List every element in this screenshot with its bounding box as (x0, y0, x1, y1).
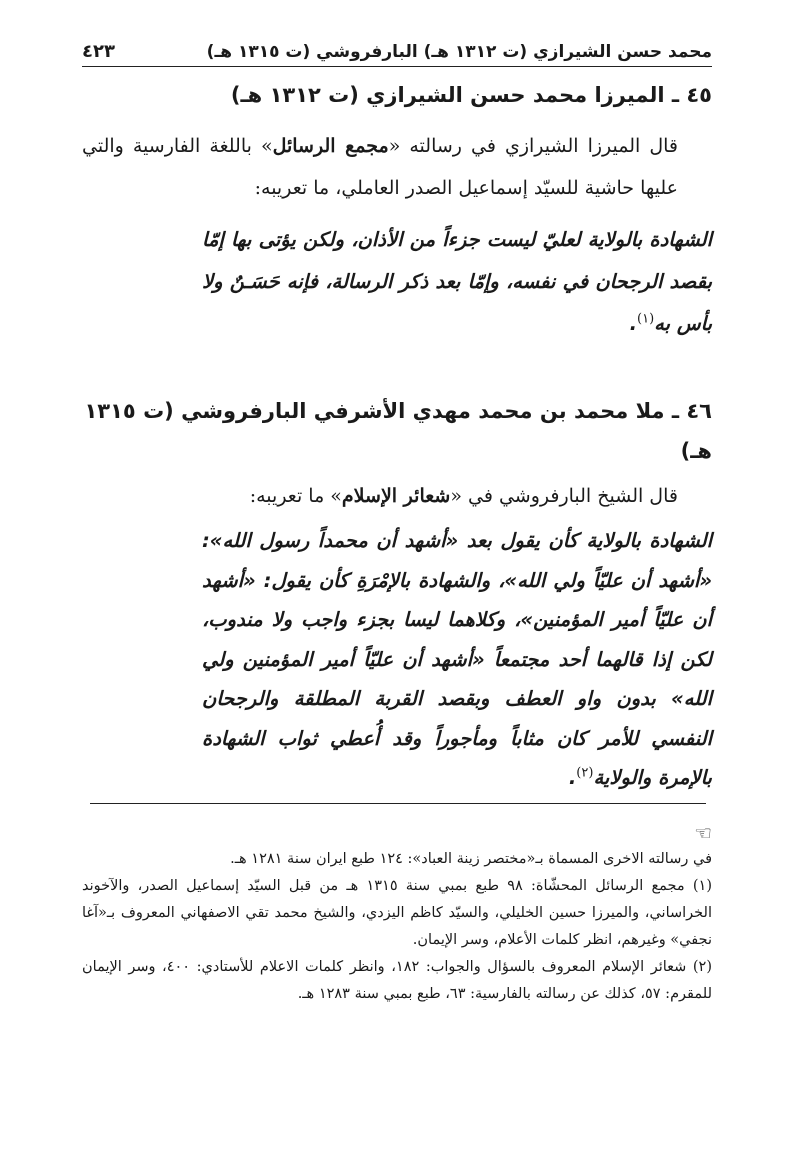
quote-period: . (568, 766, 577, 789)
intro-text-end: » باللغة الفارسية والتي عليها حاشية للسيّد إسماعيل الصدر العاملي، ما تعريبه: (82, 135, 678, 199)
section-spacer (82, 345, 712, 391)
quote-period: . (629, 312, 638, 335)
footnote-1: (١) مجمع الرسائل المحشّاة: ٩٨ طبع بمبي سنة ١٣١٥ هـ من قبل السيّد إسماعيل الصدر، والآخوند الخراساني، والميرزا حسين الخليلي، والسيّد كاظم اليزدي، والشيخ محمد تقي الاصفهاني المعروف بـ«آغا نجفي» وغيرهم، انظر كلمات الأعلام، وسر الإيمان. (82, 878, 712, 948)
section-46-quote (202, 521, 712, 798)
footnote-separator (90, 803, 706, 804)
intro-text-start: قال الشيخ البارفروشي في « (450, 485, 678, 507)
quote-text: الشهادة بالولاية لعليّ ليست جزءاً من الأذان، ولكن يؤتى بها إمّا بقصد الرجحان في نفسه، وإمّا بعد ذكر الرسالة، فإنه حَسَـنٌ ولا بأس به (202, 228, 712, 335)
section-46-heading: ٤٦ ـ ملا محمد بن محمد مهدي الأشرفي البارفروشي (ت ١٣١٥ هـ) (84, 399, 712, 463)
section-45-quote (202, 219, 712, 345)
intro-text-start: قال الميرزا الشيرازي في رسالته « (388, 135, 679, 157)
footnotes (82, 820, 712, 1008)
section-45-intro (82, 125, 678, 209)
running-title: محمد حسن الشيرازي (ت ١٣١٢ هـ) البارفروشي (ت ١٣١٥ هـ) (206, 42, 712, 62)
hand-pointer-icon: ☜ (694, 821, 712, 845)
footnote-2: (٢) شعائر الإسلام المعروف بالسؤال والجواب: ١٨٢، وانظر كلمات الاعلام للأستادي: ٤٠٠، وسر الإيمان للمقرم: ٥٧، كذلك عن رسالته بالفارسية: ٦٣، طبع بمبي سنة ١٢٨٣ هـ. (82, 959, 712, 1002)
section-45-heading: ٤٥ ـ الميرزا محمد حسن الشيرازي (ت ١٣١٢ هـ) (230, 83, 712, 107)
main-content (82, 75, 712, 798)
footnote-ref-1[interactable]: (١) (637, 311, 655, 327)
intro-text-end: » ما تعريبه: (249, 485, 342, 507)
running-header (82, 30, 712, 67)
book-title-shaair: شعائر الإسلام (341, 485, 451, 507)
book-title-majma: مجمع الرسائل (272, 135, 389, 157)
footnote-star: في رسالته الاخرى المسماة بـ«مختصر زينة العباد»: ١٢٤ طبع ايران سنة ١٢٨١ هـ. (230, 851, 712, 867)
footnote-ref-2[interactable]: (٢) (576, 765, 594, 781)
quote-text: الشهادة بالولاية كأن يقول بعد «أشهد أن محمداً رسول الله»: «أشهد أن عليّاً ولي الله»، والشهادة بالإمْرَةِ كأن يقول: «أشهد أن عليّاً أمير المؤمنين»، وكلاهما ليسا بجزء واجب ولا مندوب، لكن إذا قالهما أحد مجتمعاً «أشهد أن عليّاً أمير المؤمنين ولي الله» بدون واو العطف وبقصد القربة المطلقة والرجحان النفسي للأمر كان مثاباً ومأجوراً وقد أُعطي ثواب الشهادة بالإمرة والولاية (202, 529, 712, 789)
section-46-intro (82, 475, 678, 517)
page-number: ٤٢٣ (82, 41, 115, 62)
